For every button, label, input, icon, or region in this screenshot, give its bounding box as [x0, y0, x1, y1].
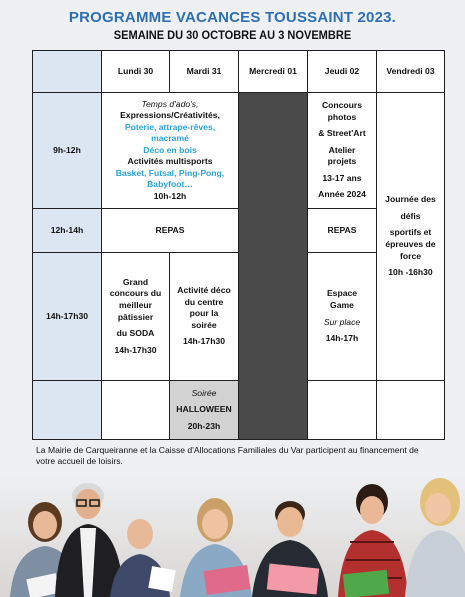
jeudi-morning-line-5: projets: [327, 156, 357, 167]
jeudi-lunch-cell: REPAS: [308, 209, 377, 253]
lundi-afternoon-cell: [102, 253, 170, 381]
jeudi-afternoon-line-3: Sur place: [323, 316, 361, 327]
time-evening: [33, 381, 102, 440]
jeudi-morning-cell: [308, 93, 377, 209]
morning-line-7: Basket, Futsal, Ping-Pong,: [115, 167, 225, 178]
morning-line-5: Déco en bois: [143, 144, 197, 155]
morning-line-3: Poterie, attrape-rêves,: [124, 121, 216, 132]
evening-line-2: HALLOWEEN: [176, 404, 232, 415]
mardi-afternoon-line-2: du centre: [184, 296, 224, 307]
vendredi-line-5: force: [399, 250, 421, 261]
evening-line-3: 20h-23h: [187, 420, 221, 431]
page-title: PROGRAMME VACANCES TOUSSAINT 2023.: [68, 9, 397, 26]
lunch-cell: REPAS: [102, 209, 239, 253]
teenagers-photo: [0, 472, 465, 597]
lundi-evening-cell: [102, 381, 170, 440]
morning-line-4: macramé: [151, 133, 189, 144]
time-morning: 9h-12h: [33, 93, 102, 209]
vendredi-line-4: épreuves de: [385, 239, 436, 249]
morning-line-9: 10h-12h: [153, 190, 187, 201]
lundi-afternoon-line-4: pâtissier: [117, 311, 154, 322]
lundi-afternoon-line-5: du SODA: [116, 328, 155, 339]
halloween-cell: [170, 381, 239, 440]
mardi-afternoon-line-5: 14h-17h30: [182, 336, 226, 347]
time-afternoon: 14h-17h30: [33, 253, 102, 381]
morning-line-1: Temps d'ado's,: [141, 98, 199, 109]
vendredi-evening-cell: [377, 381, 445, 440]
header-row: [33, 51, 445, 93]
jeudi-afternoon-line-4: 14h-17h: [325, 333, 359, 344]
day-header-jeudi: Jeudi 02: [308, 51, 377, 93]
page-subtitle: SEMAINE DU 30 OCTOBRE AU 3 NOVEMBRE: [113, 28, 352, 42]
jeudi-morning-line-6: 13-17 ans: [322, 172, 362, 183]
mardi-afternoon-cell: [170, 253, 239, 381]
jeudi-afternoon-line-2: Game: [330, 299, 354, 310]
footer-note: La Mairie de Carqueiranne et la Caisse d'Allocations Familiales du Var participent au financement de votre accueil de loisirs.: [36, 445, 419, 467]
jeudi-morning-line-2: photos: [327, 111, 357, 122]
day-header-mardi: Mardi 31: [170, 51, 239, 93]
time-lunch: 12h-14h: [33, 209, 102, 253]
morning-activities: [102, 93, 239, 209]
lundi-afternoon-line-2: concours du: [109, 288, 162, 299]
vendredi-line-6: 10h -16h30: [388, 267, 433, 278]
vendredi-line-1: Journée des: [385, 194, 436, 205]
jeudi-afternoon-line-1: Espace: [326, 288, 358, 299]
day-header-vendredi: Vendredi 03: [377, 51, 445, 93]
vendredi-cell: [377, 93, 445, 381]
evening-line-1: Soirée: [191, 387, 217, 398]
mardi-afternoon-line-1: Activité déco: [177, 285, 231, 296]
mercredi-closed-cell: [239, 93, 308, 440]
vendredi-line-2: défis: [400, 210, 421, 221]
jeudi-afternoon-cell: [308, 253, 377, 381]
lundi-afternoon-line-3: meilleur: [119, 299, 152, 310]
jeudi-evening-cell: [308, 381, 377, 440]
morning-row: [33, 93, 445, 209]
jeudi-morning-line-3: & Street'Art: [318, 128, 366, 139]
jeudi-morning-line-4: Atelier: [328, 144, 356, 155]
lundi-afternoon-line-6: 14h-17h30: [114, 344, 157, 355]
vendredi-line-3: sportifs et: [389, 227, 432, 238]
day-header-mercredi: Mercredi 01: [239, 51, 308, 93]
mardi-afternoon-line-4: soirée: [191, 319, 217, 330]
morning-line-2: Expressions/Créativités,: [120, 110, 220, 121]
morning-line-8: Babyfoot…: [147, 179, 193, 190]
day-header-lundi: Lundi 30: [102, 51, 170, 93]
jeudi-morning-line-1: Concours: [321, 100, 363, 111]
schedule-table: [32, 50, 445, 440]
mardi-afternoon-line-3: pour la: [189, 308, 219, 319]
jeudi-morning-line-7: Année 2024: [318, 189, 366, 200]
corner-cell: [33, 51, 102, 93]
lundi-afternoon-line-1: Grand: [122, 276, 149, 287]
morning-line-6: Activités multisports: [127, 156, 213, 167]
